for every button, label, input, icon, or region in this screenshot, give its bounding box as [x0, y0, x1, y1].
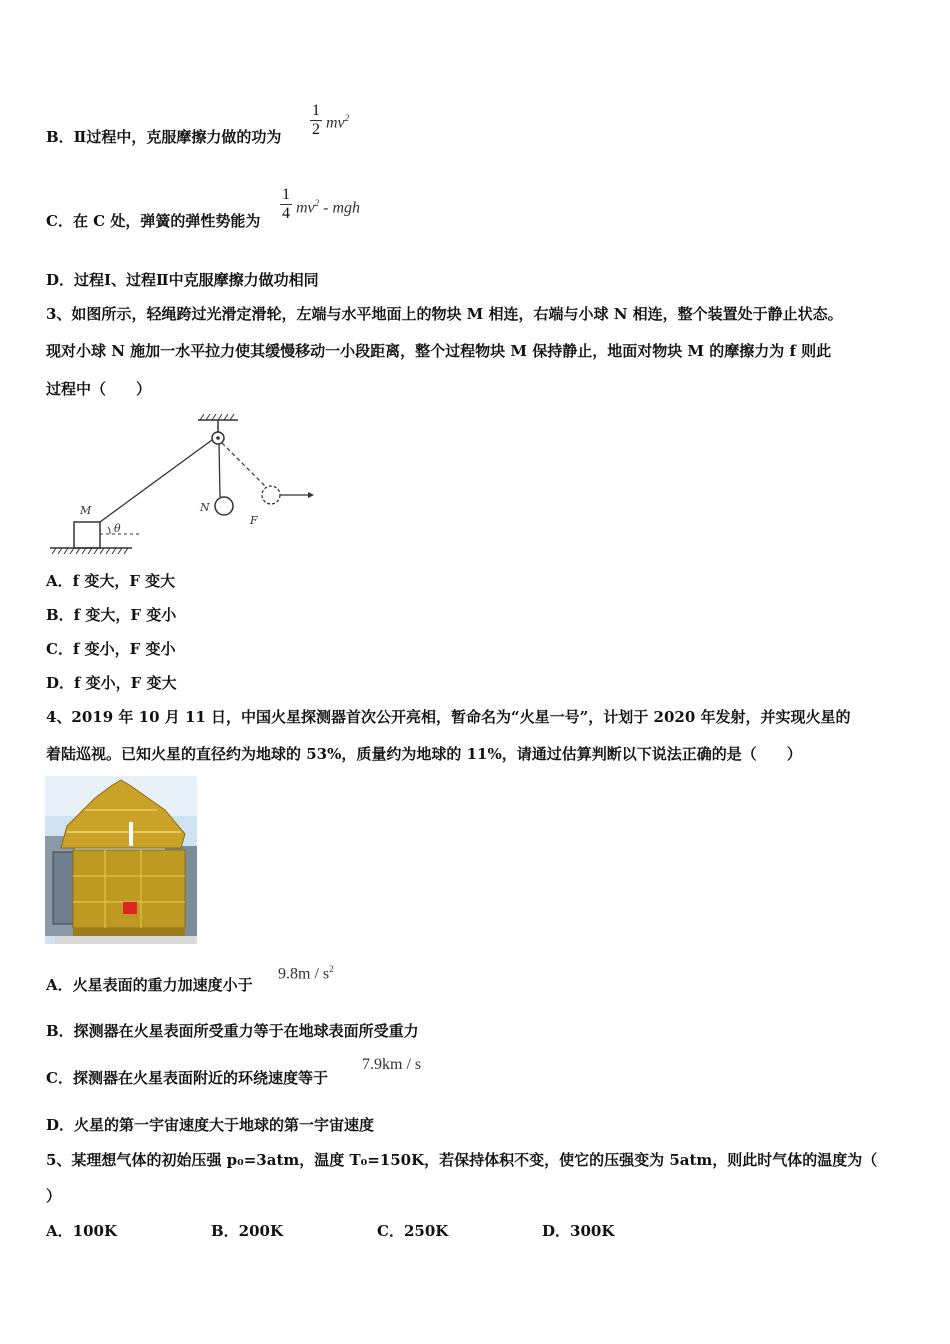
- ceiling-hatch: [200, 414, 234, 420]
- ground-hatch: [52, 548, 128, 554]
- fraction-half: 1 2: [312, 102, 320, 138]
- q5-option-d: D．300K: [542, 1222, 615, 1240]
- q5-option-a: A．100K: [46, 1222, 117, 1240]
- fraction-quarter: 1 4: [282, 186, 290, 222]
- label-f: F: [250, 514, 258, 527]
- rope-to-m: [100, 440, 212, 522]
- q3-stem-line2: 现对小球 N 施加一水平拉力使其缓慢移动一小段距离，整个过程物块 M 保持静止，地面对物块 M 的摩擦力为 f 则此: [46, 342, 832, 360]
- label-n: N: [200, 501, 210, 514]
- q4-stem-line2: 着陆巡视。已知火星的直径约为地球的 53%，质量约为地球的 11%，请通过估算判断以下说法正确的是（ ）: [46, 745, 802, 763]
- ball-displaced-icon: [262, 486, 280, 504]
- q4-option-d: D．火星的第一宇宙速度大于地球的第一宇宙速度: [46, 1116, 375, 1134]
- block-m: [74, 522, 100, 548]
- q2-option-b: B．Ⅱ过程中，克服摩擦力做的功为: [46, 128, 282, 146]
- dashed-rope: [222, 443, 265, 486]
- q4-option-c: C．探测器在火星表面附近的环绕速度等于: [46, 1069, 328, 1087]
- q4-option-a-value: $9.8m / s^2$: [278, 964, 334, 983]
- q3-option-b: B．f 变大，F 变小: [46, 606, 177, 624]
- q3-stem-line1: 3、如图所示，轻绳跨过光滑定滑轮，左端与水平地面上的物块 M 相连，右端与小球 N 相连，整个装置处于静止状态。: [46, 305, 843, 323]
- label-theta: θ: [114, 522, 121, 535]
- q4-option-b: B．探测器在火星表面所受重力等于在地球表面所受重力: [46, 1022, 419, 1040]
- q3-stem-line3: 过程中（ ）: [46, 380, 152, 398]
- q2-option-b-expr: $mv^2$: [326, 113, 350, 132]
- q3-option-c: C．f 变小，F 变小: [46, 640, 176, 658]
- q3-option-a: A．f 变大，F 变大: [46, 572, 176, 590]
- q5-stem-line1: 5、某理想气体的初始压强 p₀=3atm，温度 T₀=150K，若保持体积不变，使它的压强变为 5atm，则此时气体的温度为（: [46, 1151, 878, 1169]
- label-m: M: [80, 504, 92, 517]
- pulley-diagram: [48, 410, 320, 558]
- mars-probe-photo: [45, 776, 197, 944]
- q3-option-d: D．f 变小，F 变大: [46, 674, 177, 692]
- ball-n-icon: [215, 497, 233, 515]
- q5-option-c: C．250K: [377, 1222, 449, 1240]
- q4-stem-line1: 4、2019 年 10 月 11 日，中国火星探测器首次公开亮相，暂命名为“火星一号”，计划于 2020 年发射，并实现火星的: [46, 708, 851, 726]
- q2-option-c-expr: $mv^2$ - mgh: [296, 198, 361, 217]
- rope-to-n: [219, 444, 220, 497]
- q4-option-a: A．火星表面的重力加速度小于: [46, 976, 253, 994]
- q2-option-d: D．过程Ⅰ、过程Ⅱ中克服摩擦力做功相同: [46, 271, 319, 289]
- arrow-head-icon: [308, 492, 314, 498]
- q2-option-c: C．在 C 处，弹簧的弹性势能为: [46, 212, 261, 230]
- q5-option-b: B．200K: [211, 1222, 284, 1240]
- q4-option-c-value: 7.9km / s: [362, 1056, 422, 1073]
- q5-stem-line2: ）: [46, 1187, 62, 1205]
